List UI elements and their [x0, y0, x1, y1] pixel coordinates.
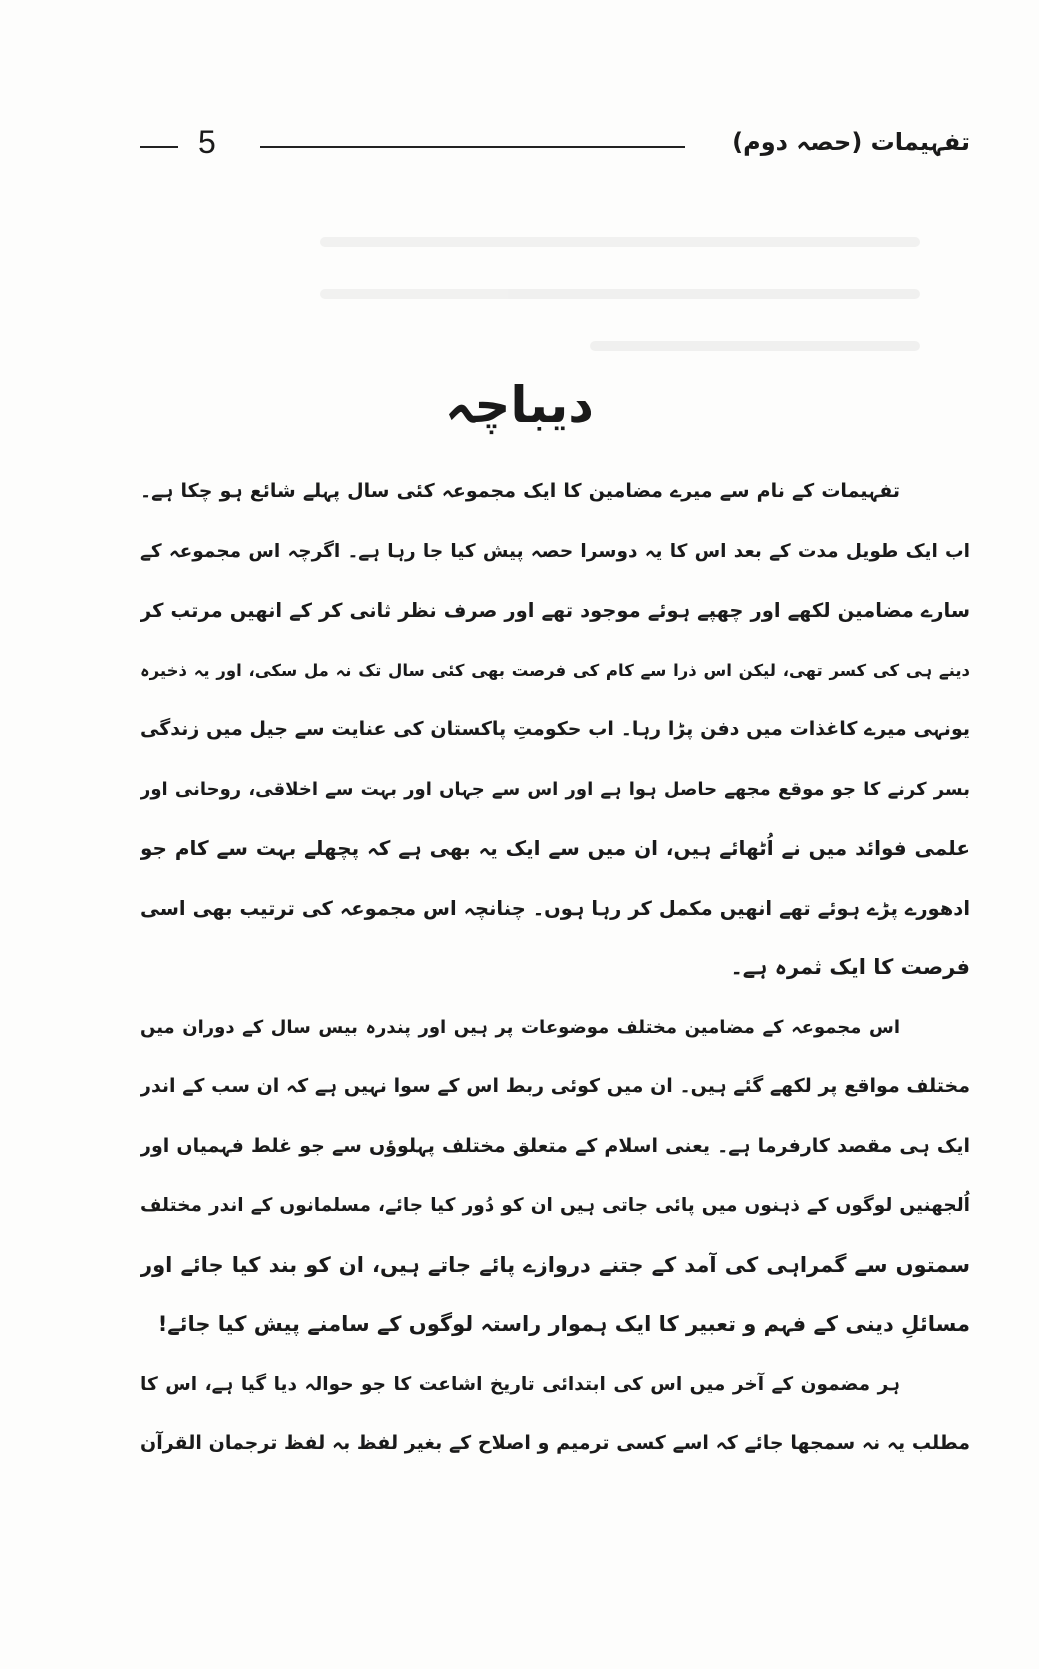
text-line: اس مجموعہ کے مضامین مختلف موضوعات پر ہیں اور پندرہ بیس سال کے دوران میں	[140, 1016, 900, 1038]
text-line: سارے مضامین لکھے اور چھپے ہوئے موجود تھے اور صرف نظر ثانی کر کے انھیں مرتب کر	[140, 599, 970, 622]
text-line: بسر کرنے کا جو موقع مجھے حاصل ہوا ہے اور اس سے جہاں اور بہت سے اخلاقی، روحانی اور	[140, 778, 970, 800]
text-line: ادھورے پڑے ہوئے تھے انھیں مکمل کر رہا ہوں۔ چنانچہ اس مجموعہ کی ترتیب بھی اسی	[140, 896, 970, 920]
text-line: مطلب یہ نہ سمجھا جائے کہ اسے کسی ترمیم و اصلاح کے بغیر لفظ بہ لفظ ترجمان القرآن	[140, 1432, 970, 1454]
text-line: ایک ہی مقصد کارفرما ہے۔ یعنی اسلام کے متعلق مختلف پہلوؤں سے جو غلط فہمیاں اور	[140, 1134, 970, 1157]
header-rule	[260, 146, 685, 148]
chapter-heading: دیباچہ	[445, 376, 594, 434]
header-rule-left	[140, 146, 178, 148]
text-line: تفہیمات کے نام سے میرے مضامین کا ایک مجموعہ کئی سال پہلے شائع ہو چکا ہے۔	[140, 480, 900, 502]
text-line: یونہی میرے کاغذات میں دفن پڑا رہا۔ اب حکومتِ پاکستان کی عنایت سے جیل میں زندگی	[140, 718, 970, 740]
show-through-texture	[320, 195, 920, 385]
running-title: تفہیمات (حصہ دوم)	[732, 128, 970, 156]
text-line: ہر مضمون کے آخر میں اس کی ابتدائی تاریخ اشاعت کا جو حوالہ دیا گیا ہے، اس کا	[140, 1373, 900, 1395]
text-line: مختلف مواقع پر لکھے گئے ہیں۔ ان میں کوئی ربط اس کے سوا نہیں ہے کہ ان سب کے اندر	[140, 1075, 970, 1097]
text-line: مسائلِ دینی کے فہم و تعبیر کا ایک ہموار راستہ لوگوں کے سامنے پیش کیا جائے!	[157, 1312, 970, 1336]
body-text	[140, 462, 970, 1474]
running-header	[140, 124, 970, 168]
text-line: دینے ہی کی کسر تھی، لیکن اس ذرا سے کام کی فرصت بھی کئی سال تک نہ مل سکی، اور یہ ذخیرہ	[140, 660, 970, 680]
page-number: 5	[198, 124, 216, 160]
text-line: اُلجھنیں لوگوں کے ذہنوں میں پائی جاتی ہیں ان کو دُور کیا جائے، مسلمانوں کے اندر مختلف	[140, 1195, 970, 1216]
text-line: علمی فوائد میں نے اُٹھائے ہیں، ان میں سے ایک یہ بھی ہے کہ پچھلے بہت سے کام جو	[140, 836, 970, 860]
text-line: سمتوں سے گمراہی کی آمد کے جتنے دروازے پائے جاتے ہیں، ان کو بند کیا جائے اور	[140, 1252, 970, 1277]
text-line: فرصت کا ایک ثمرہ ہے۔	[730, 955, 970, 979]
text-line: اب ایک طویل مدت کے بعد اس کا یہ دوسرا حصہ پیش کیا جا رہا ہے۔ اگرچہ اس مجموعہ کے	[140, 540, 970, 562]
